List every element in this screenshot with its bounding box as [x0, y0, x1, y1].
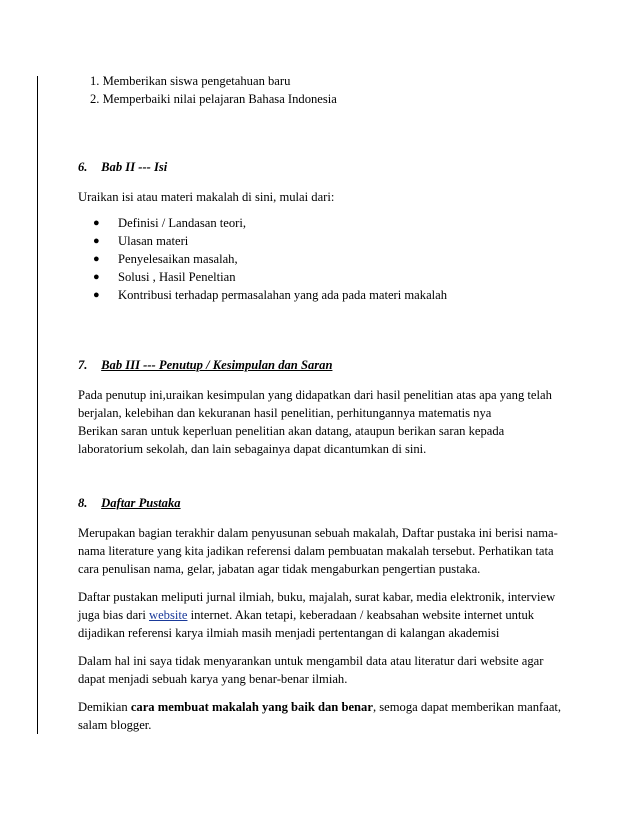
- list-item: ● Solusi , Hasil Peneltian: [93, 270, 236, 284]
- section-7-paragraph: [78, 386, 573, 458]
- paragraph-line: berjalan, kelebihan dan kekuranan hasil penelitian, perhitungannya matematis nya: [78, 406, 492, 420]
- section-number: 6.: [78, 160, 88, 174]
- bullet-icon: ●: [93, 289, 100, 301]
- section-6-bullet-list: [78, 214, 573, 304]
- left-margin-rule: [37, 76, 38, 734]
- paragraph-line: Merupakan bagian terakhir dalam penyusunan sebuah makalah, Daftar pustaka ini berisi nama-: [78, 526, 558, 540]
- section-title: Daftar Pustaka: [101, 496, 181, 510]
- paragraph-line: laboratorium sekolah, dan lain sebagainya dapat dicantumkan di sini.: [78, 442, 427, 456]
- section-8-paragraph-4: [78, 698, 573, 734]
- section-7-heading: [78, 356, 573, 374]
- section-8-heading: [78, 494, 573, 512]
- section-8-paragraph-2: [78, 588, 573, 642]
- section-title: Bab III --- Penutup / Kesimpulan dan Saran: [101, 358, 333, 372]
- paragraph-line: dapat menjadi sebuah karya yang benar-benar ilmiah.: [78, 672, 348, 686]
- list-item: ● Penyelesaikan masalah,: [93, 252, 238, 266]
- list-item: ● Ulasan materi: [93, 234, 189, 248]
- intro-list-item: 1. Memberikan siswa pengetahuan baru: [90, 74, 291, 88]
- paragraph-line: cara penulisan nama, gelar, jabatan agar tidak mengaburkan pengertian pustaka.: [78, 562, 481, 576]
- paragraph-line: Dalam hal ini saya tidak menyarankan untuk mengambil data atau literatur dari website agar: [78, 654, 544, 668]
- section-title: Bab II --- Isi: [101, 160, 168, 174]
- list-item: ● Definisi / Landasan teori,: [93, 216, 246, 230]
- intro-list-item: 2. Memperbaiki nilai pelajaran Bahasa Indonesia: [90, 92, 337, 106]
- document-page: [78, 72, 573, 734]
- paragraph-line: Pada penutup ini,uraikan kesimpulan yang didapatkan dari hasil penelitian atas apa yang telah: [78, 388, 552, 402]
- section-6-heading: [78, 158, 573, 176]
- website-link[interactable]: website: [149, 608, 188, 622]
- section-8-paragraph-3: [78, 652, 573, 688]
- list-item: ● Kontribusi terhadap permasalahan yang ada pada materi makalah: [93, 288, 448, 302]
- bullet-icon: ●: [93, 271, 100, 283]
- paragraph-line: dijadikan referensi karya ilmiah masih menjadi pertentangan di kalangan akademisi: [78, 626, 500, 640]
- section-8-paragraph-1: [78, 524, 573, 578]
- paragraph-line: nama literature yang kita jadikan referensi dalam pembuatan makalah tersebut. Perhatikan tata: [78, 544, 554, 558]
- section-number: 8.: [78, 496, 88, 510]
- bold-phrase: cara membuat makalah yang baik dan benar: [130, 700, 373, 714]
- paragraph-line: Berikan saran untuk keperluan penelitian akan datang, ataupun berikan saran kepada: [78, 424, 505, 438]
- bullet-icon: ●: [93, 235, 100, 247]
- intro-list: [90, 72, 573, 108]
- bullet-icon: ●: [93, 217, 100, 229]
- paragraph-line: Demikian cara membuat makalah yang baik dan benar, semoga dapat memberikan manfaat,: [78, 700, 562, 714]
- paragraph-line: juga bias dari website internet. Akan tetapi, keberadaan / keabsahan website internet untuk: [78, 608, 535, 622]
- section-number: 7.: [78, 358, 88, 372]
- bullet-icon: ●: [93, 253, 100, 265]
- paragraph-line: salam blogger.: [78, 718, 152, 732]
- paragraph-line: Daftar pustakan meliputi jurnal ilmiah, buku, majalah, surat kabar, media elektronik, interview: [78, 590, 556, 604]
- section-6-intro: Uraikan isi atau materi makalah di sini, mulai dari:: [78, 190, 335, 204]
